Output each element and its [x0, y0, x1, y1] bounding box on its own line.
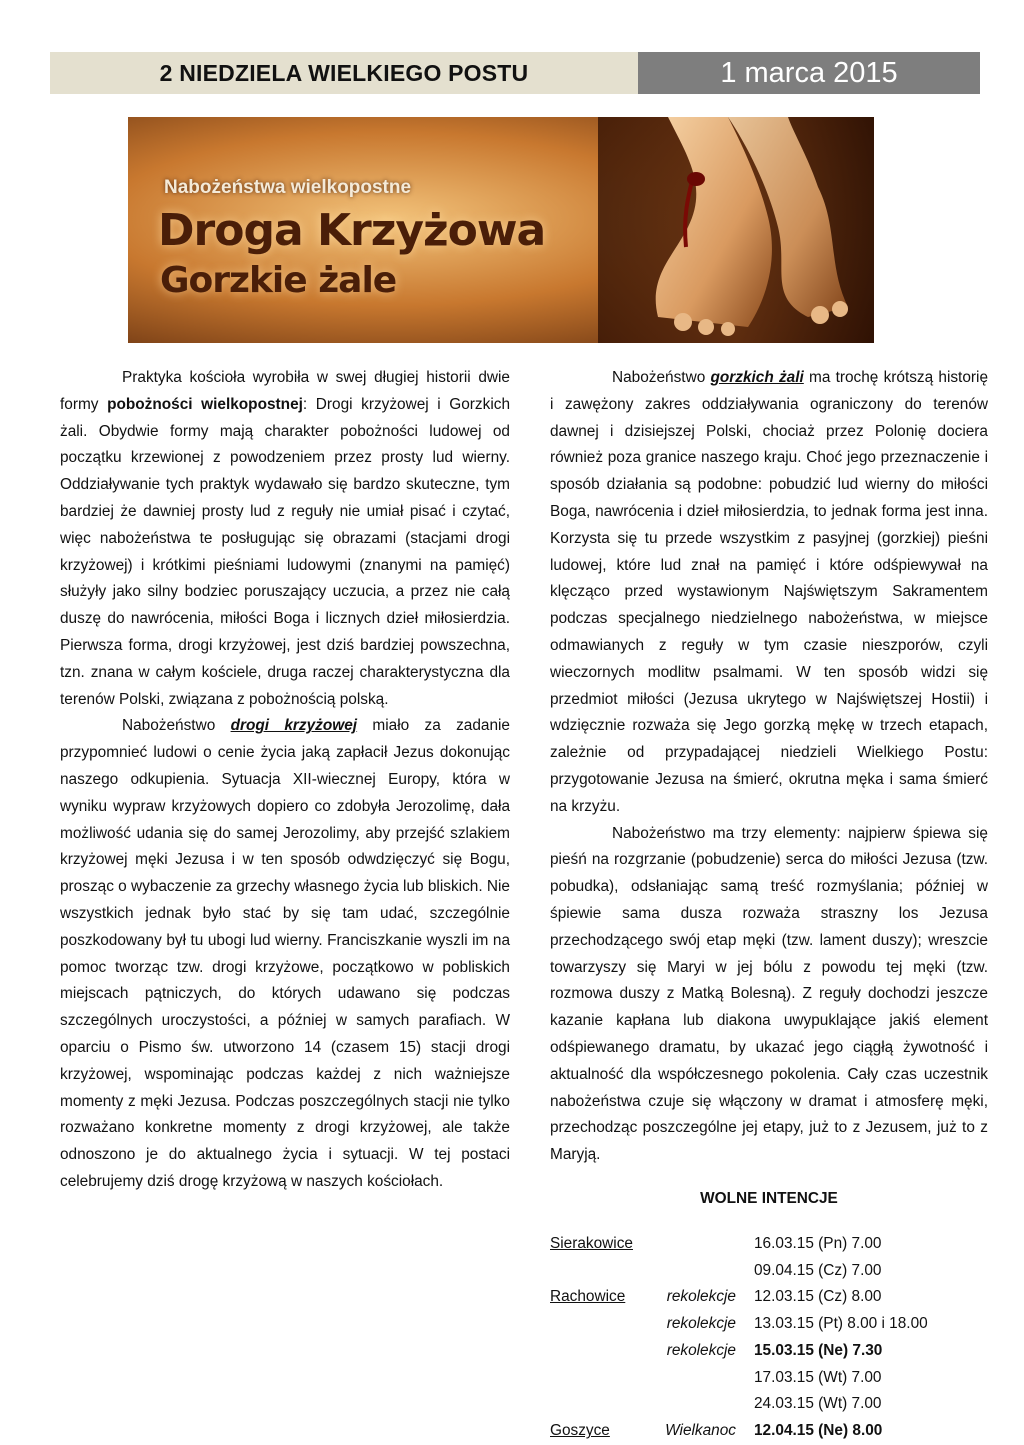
intention-when: 12.04.15 (Ne) 8.00	[754, 1422, 883, 1440]
emphasis-phrase: gorzkich żali	[710, 369, 804, 386]
text-run: Nabożeństwo	[612, 369, 711, 386]
intention-place	[550, 1391, 636, 1418]
left-column	[60, 365, 510, 1196]
header-title: 2 NIEDZIELA WIELKIEGO POSTU	[50, 52, 638, 94]
text-run: ma trochę krótszą historię i zawężony zakres oddziaływania ograniczony do terenów dawnej i dzisiejszej Polski, chociaż przez Polonię dociera również poza granice naszego kraju. Choć jego przeznaczenie i sposób działania są podobne: pobudzić lud wierny do miłości Boga, nawrócenia i dzieł miłosierdzia, to jednak forma jest inna. Korzysta się tu przede wszystkim z pasyjnej (gorzkiej) pieśni ludowej, które lud znał na pamięć i które odśpiewywał na klęcząco przed wystawionym Najświętszym Sakramentem podczas specjalnego niedzielnego nabożeństwa, w miejsce odmawianych z reguły w tym czasie nieszporów, czyli wieczornych modlitw psalmami. W ten sposób widzi się przedmiot miłości (Jezusa ukrytego w Najświętszej Hostii) i wdzięcznie rozważa się Jego gorzką mękę w trzech etapach, zależnie od przypadającej niedzieli Wielkiego Postu: przygotowanie Jezusa na śmierć, okrutna męka i sama śmierć na krzyżu.	[550, 369, 989, 815]
intention-place	[550, 1365, 636, 1392]
intention-note	[636, 1365, 754, 1392]
intention-place: Rachowice	[550, 1288, 626, 1306]
intention-when: 12.03.15 (Cz) 8.00	[754, 1288, 882, 1306]
intention-note: Wielkanoc	[665, 1422, 736, 1440]
header-date: 1 marca 2015	[638, 52, 980, 94]
page-header	[50, 52, 980, 94]
text-run: Nabożeństwo	[122, 717, 231, 735]
intention-row	[550, 1311, 988, 1338]
intention-when: 13.03.15 (Pt) 8.00 i 18.00	[754, 1315, 928, 1333]
intention-note: rekolekcje	[666, 1341, 736, 1359]
text-run: miało za zadanie przypomnieć ludowi o cenie życia jaką zapłacił Jezus dokonując naszego odkupienia. Sytuacja XII-wiecznej Europy, która w wyniku wypraw krzyżowych dopiero co zdobyła Jerozolimę, dała możliwość udania się do samej Jerozolimy, aby przejść szlakiem krzyżowej męki Jezusa i w ten sposób odwdzięczyć się Bogu, prosząc o wybaczenie za grzechy własnego życia lub bliskich. Nie wszystkich jednak było stać by się tam udać, szczególnie poszkodowany był tu ubogi lud wierny. Franciszkanie wyszli im na pomoc tworząc tzw. drogi krzyżowe, początkowo w pobliskich miejscach pątniczych, do których udawano się podczas szczególnych uroczystości, a później w samych parafiach. W oparciu o Pismo św. utworzono 14 (czasem 15) stacji drogi krzyżowej, wspominając podczas każdej z nich ważniejsze momenty z męki Jezusa. Podczas poszczególnych stacji nie tylko rozważano konkretne momenty z drogi krzyżowej, ale także odnoszono je do aktualnego życia i sytuacji. W tej postaci celebrujemy dziś drogę krzyżową w naszych kościołach.	[60, 717, 510, 1190]
intention-place	[550, 1311, 636, 1338]
intention-when: 16.03.15 (Pn) 7.00	[754, 1234, 882, 1252]
intention-note	[636, 1258, 754, 1285]
banner-image	[128, 117, 874, 343]
intention-row	[550, 1391, 988, 1418]
intention-note: rekolekcje	[666, 1315, 736, 1333]
emphasis-phrase: drogi krzyżowej	[230, 717, 358, 735]
intention-place	[550, 1338, 636, 1365]
intention-row	[550, 1284, 988, 1311]
intention-place: Sierakowice	[550, 1234, 633, 1252]
intention-note	[636, 1231, 754, 1258]
intentions-body	[550, 1231, 988, 1445]
left-paragraph-2	[60, 713, 510, 1195]
banner-title-line2: Gorzkie żale	[160, 260, 397, 301]
intention-when: 15.03.15 (Ne) 7.30	[754, 1341, 883, 1359]
bold-phrase: pobożności wielkopostnej	[107, 395, 303, 413]
right-column	[550, 365, 988, 1445]
text-run: Praktyka kościoła wyrobiła w swej długiej historii dwie formy	[60, 369, 510, 413]
right-paragraph-2: Nabożeństwo ma trzy elementy: najpierw śpiewa się pieśń na rozgrzanie (pobudzenie) serca do miłości Jezusa (tzw. pobudka), odsłaniając samą treść rozmyślania; później w śpiewie sama dusza rozważa straszny los Jezusa przechodzącego swój etap męki (tzw. lament duszy); wreszcie towarzyszy się Maryi w jej bólu z powodu tej męki (tzw. rozmowa duszy z Matką Bolesną). Z reguły dochodzi jeszcze kazanie kapłana lub diakona uwypuklające jakiś element odśpiewanego dramatu, by ukazać jego ciągłą żywotność i aktualność dla współczesnego pokolenia. Cały czas uczestnik nabożeństwa czuje się włączony w dramat i atmosferę męki, przechodząc poszczególne jej etapy, już to z Jezusem, już to z Maryją.	[550, 824, 988, 1164]
intention-row	[550, 1338, 988, 1365]
left-paragraph-1	[60, 365, 510, 713]
intention-row	[550, 1258, 988, 1285]
intention-row	[550, 1365, 988, 1392]
intention-place: Goszyce	[550, 1422, 610, 1440]
intentions-title: WOLNE INTENCJE	[700, 1189, 838, 1207]
text-run: : Drogi krzyżowej i Gorzkich żali. Obydwie formy mają charakter pobożności ludowej od początku krzewionej z powodzeniem przez prosty lud wierny. Oddziaływanie tych praktyk wydawało się bardzo skuteczne, tym bardziej że dawniej prosty lud z reguły nie umiał pisać i czytać, więc nabożeństwa te posługując się obrazami (stacjami drogi krzyżowej) i krótkimi pieśniami ludowymi (znanymi na pamięć) służyły jako silny bodziec poruszający uczucia, a przez nie całą duszę do nawrócenia, miłości Boga i licznych dzieł miłosierdzia. Pierwsza forma, drogi krzyżowej, jest dziś bardziej powszechna, tzn. znana w całym kościele, druga raczej charakterystyczna dla terenów Polski, związana z pobożnością polską.	[60, 395, 510, 708]
intention-when: 09.04.15 (Cz) 7.00	[754, 1261, 882, 1279]
intention-place	[550, 1258, 636, 1285]
intention-note: rekolekcje	[666, 1288, 736, 1306]
intention-row	[550, 1418, 988, 1445]
intention-when: 24.03.15 (Wt) 7.00	[754, 1395, 882, 1413]
intention-note	[636, 1391, 754, 1418]
intentions-table	[550, 1231, 988, 1445]
intention-row	[550, 1231, 988, 1258]
intention-when: 17.03.15 (Wt) 7.00	[754, 1368, 882, 1386]
banner-title-line1: Droga Krzyżowa	[158, 205, 546, 256]
right-paragraph-1	[550, 365, 988, 821]
banner-subtitle: Nabożeństwa wielkopostne	[164, 177, 412, 198]
